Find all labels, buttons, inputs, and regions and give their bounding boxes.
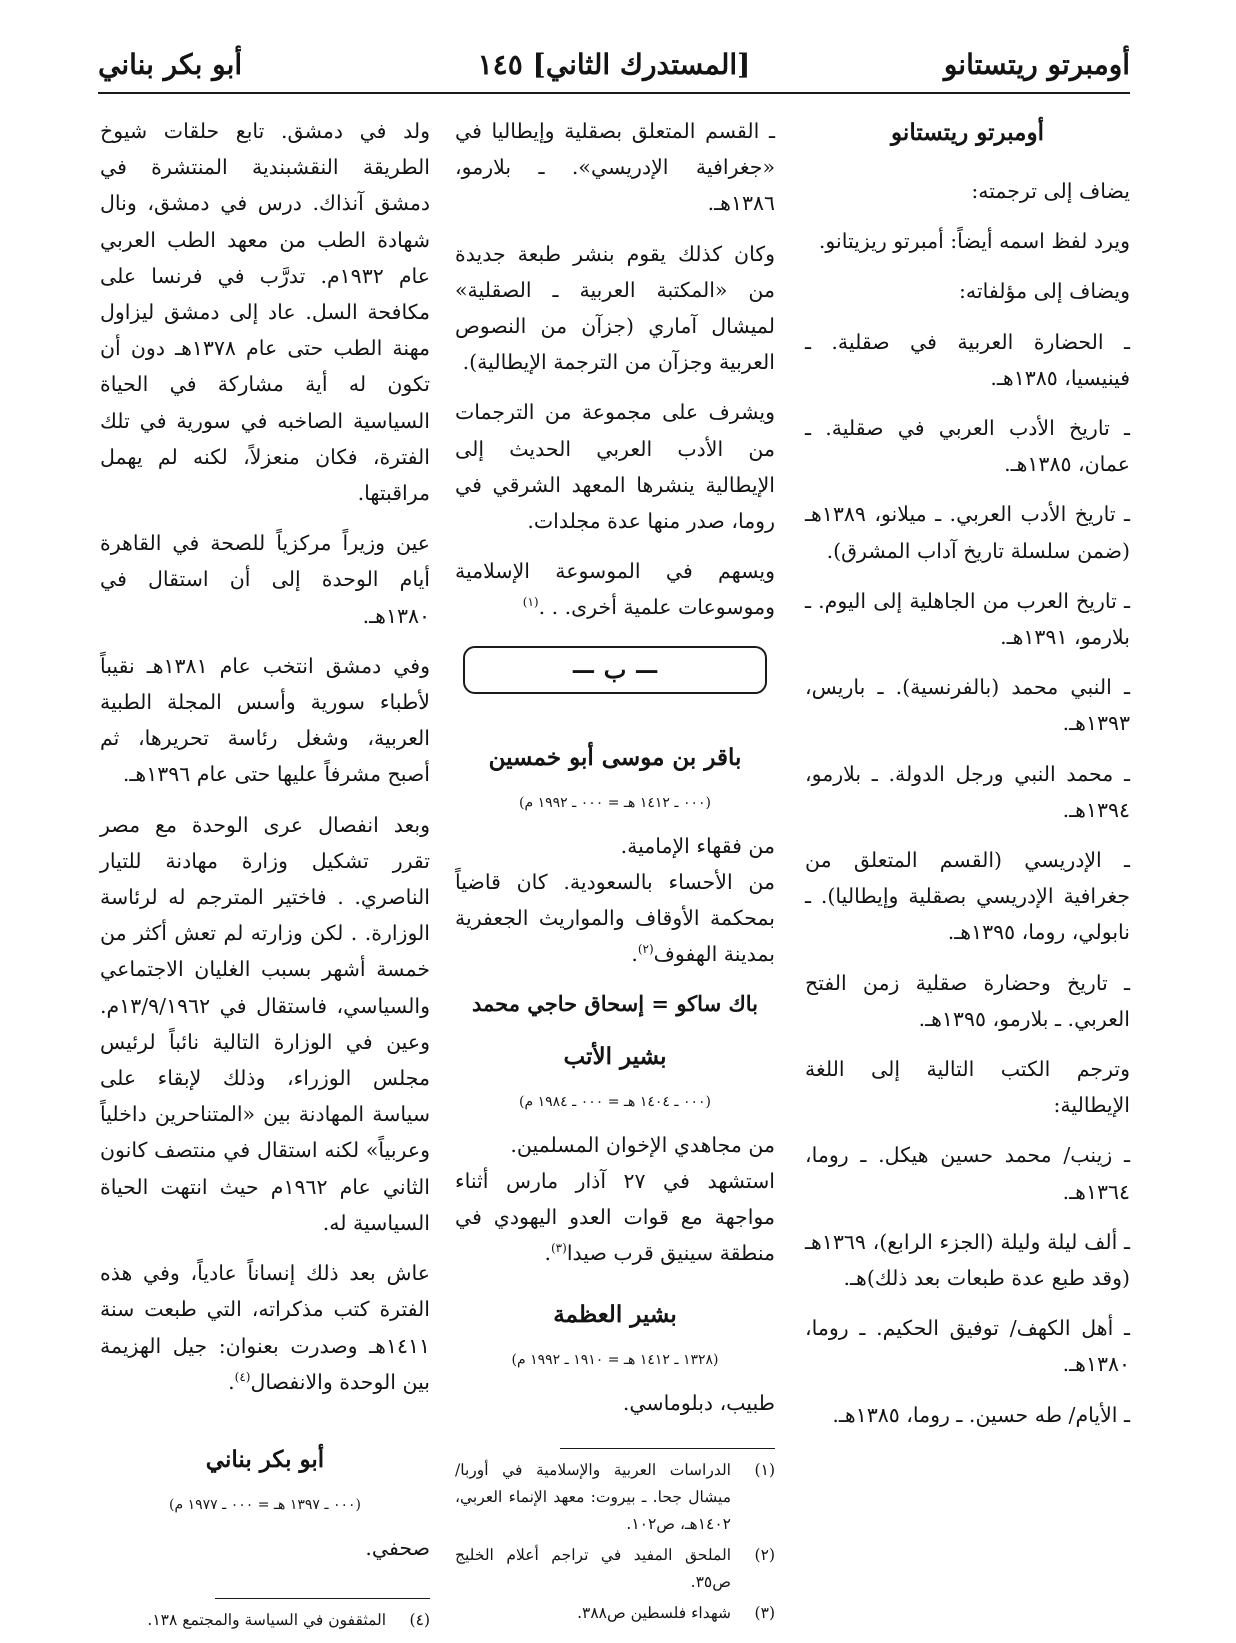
footnote: [455, 1542, 775, 1596]
footnote-number: (٢): [754, 1545, 775, 1564]
continued-text: [455, 553, 775, 625]
paragraph: ولد في دمشق. تابع حلقات شيوخ الطريقة النقشبندية المنتشرة في دمشق آنذاك. درس في دمشق، ونال شهادة الطب من معهد الطب العربي عام ١٩٣٢م. تدرَّب في فرنسا على مكافحة السل. عاد إلى دمشق ليزاول مهنة الطب حتى عام ١٣٧٨هـ دون أن تكون له أية مشاركة في الحياة السياسية الصاخبه في سورية في تلك الفترة، فكان منعزلاً، لكنه لم يهمل مراقبتها.: [100, 119, 431, 506]
continued-text: ـ القسم المتعلق بصقلية وإيطاليا في «جغرافية الإدريسي». ـ بلارمو، ١٣٨٦هـ.: [455, 119, 775, 216]
footnote-text: شهداء فلسطين ص٣٨٨.: [577, 1603, 731, 1622]
paragraph: عين وزيراً مركزياً للصحة في القاهرة أيام الوحدة إلى أن استقال في ١٣٨٠هـ.: [100, 531, 430, 628]
entry-title: أبو بكر بناني: [205, 1445, 325, 1473]
translations-intro: وترجم الكتب التالية إلى اللغة الإيطالية:: [805, 1057, 1130, 1118]
paragraph: وفي دمشق انتخب عام ١٣٨١هـ نقيباً لأطباء سورية وأسس المجلة الطبية العربية، وشغل رئاسة تحريرها، ثم أصبح مشرفاً عليها حتى عام ١٣٩٦هـ.: [100, 653, 431, 787]
header-rule: [98, 92, 1130, 94]
cross-reference: باك ساكو = إسحاق حاجي محمد: [471, 991, 759, 1017]
entry-dates: (١٣٢٨ ـ ١٤١٢ هـ = ١٩١٠ ـ ١٩٩٢ م): [511, 1352, 719, 1369]
entry-dates: (٠٠٠ ـ ١٣٩٧ هـ = ٠٠٠ ـ ١٩٧٧ م): [169, 1496, 361, 1513]
footnote-number: (١): [754, 1460, 775, 1479]
entry-text: [455, 864, 775, 973]
footnote-text: المثقفون في السياسة والمجتمع ١٣٨.: [147, 1611, 386, 1630]
paragraph: وبعد انفصال عرى الوحدة مع مصر تقرر تشكيل وزارة مهادنة للتيار الناصري. . فاختير المترجم له لرئاسة الوزارة. . لكن وزارته لم تعش أكثر من خمسة أشهر بسبب الغليان الاجتماعي والسياسي، فاستقال في ١٣/٩/١٩٦٢م. وعين في الوزارة التالية نائباً لرئيس مجلس الوزراء، وذلك لإبقاء على سياسة المهادنة بين «المتناحرين داخلياً وعربياً» لكنه استقال في منتصف كانون الثاني عام ١٩٦٢م حيث انتهت الحياة السياسية له.: [100, 812, 431, 1235]
translation-item: ـ زينب/ محمد حسين هيكل. ـ روما، ١٣٦٤هـ.: [805, 1143, 1130, 1204]
continued-text: وكان كذلك يقوم بنشر طبعة جديدة من «المكتبة العربية ـ الصقلية» لميشال آماري (جزآن من النصوص العربية وجزآن من الترجمة الإيطالية).: [455, 241, 775, 375]
header-page-number: [المستدرك الثاني] ١٤٥: [477, 48, 751, 81]
footnote-ref: (١): [522, 595, 539, 610]
footnote-text: الدراسات العربية والإسلامية في أوربا/ ميشال جحا. ـ بيروت: معهد الإنماء العربي، ١٤٠٢هـ، ص١٠٢.: [455, 1460, 731, 1533]
footnote-ref: (٣): [550, 1241, 567, 1256]
translation-item: ـ أهل الكهف/ توفيق الحكيم. ـ روما، ١٣٨٠هـ.: [805, 1316, 1130, 1377]
punct: .: [631, 942, 638, 967]
entry-text: [455, 1163, 775, 1272]
entry-title: باقر بن موسى أبو خمسين: [488, 743, 742, 771]
entry-text: من فقهاء الإمامية.: [620, 833, 775, 858]
column-middle: [455, 113, 775, 1631]
intro-text: ويضاف إلى مؤلفاته:: [959, 279, 1130, 304]
intro-text: ويرد لفظ اسمه أيضاً: أمبرتو ريزيتانو.: [818, 229, 1130, 254]
footnote: [455, 1457, 775, 1538]
footnote-ref: (٤): [234, 1369, 251, 1384]
translation-item: ـ ألف ليلة وليلة (الجزء الرابع)، ١٣٦٩هـ (وقد طبع عدة طبعات بعد ذلك)هـ.: [805, 1229, 1130, 1291]
work-item: ـ محمد النبي ورجل الدولة. ـ بلارمو، ١٣٩٤هـ.: [805, 761, 1130, 822]
entry-dates: (٠٠٠ ـ ١٤٠٤ هـ = ٠٠٠ ـ ١٩٨٤ م): [519, 1093, 711, 1110]
running-header: [98, 48, 1130, 94]
footnote-ref: (٢): [637, 942, 654, 957]
footnote: [100, 1607, 430, 1634]
section-letter-box: — ب —: [463, 646, 767, 694]
column-right: [805, 113, 1130, 1447]
entry-title: بشير العظمة: [553, 1301, 677, 1329]
entry-dates: (٠٠٠ ـ ١٤١٢ هـ = ٠٠٠ ـ ١٩٩٢ م): [519, 794, 711, 811]
continued-text: ويشرف على مجموعة من الترجمات من الأدب العربي الحديث إلى الإيطالية ينشرها المعهد الشرقي في روما، صدر منها عدة مجلدات.: [455, 400, 775, 534]
column-left: [100, 113, 430, 1638]
entry-text: صحفي.: [365, 1535, 430, 1560]
entry-title: بشير الأتب: [563, 1042, 667, 1070]
work-item: ـ الإدريسي (القسم المتعلق من جغرافية الإدريسي بصقلية وإيطاليا). ـ نابولي، روما، ١٣٩٥هـ.: [805, 848, 1130, 945]
paragraph-body: عاش بعد ذلك إنساناً عادياً، وفي هذه الفترة كتب مذكراته، التي طبعت سنة ١٤١١هـ وصدرت بعنوان: جيل الهزيمة بين الوحدة والانفصال: [100, 1261, 430, 1394]
paragraph: [100, 1255, 430, 1400]
work-item: ـ تاريخ العرب من الجاهلية إلى اليوم. ـ بلارمو، ١٣٩١هـ.: [805, 588, 1130, 650]
footnote-number: (٤): [409, 1611, 430, 1630]
work-item: ـ تاريخ وحضارة صقلية زمن الفتح العربي. ـ بلارمو، ١٣٩٥هـ.: [805, 970, 1130, 1031]
work-item: ـ تاريخ الأدب العربي. ـ ميلانو، ١٣٨٩هـ (ضمن سلسلة تاريخ آداب المشرق).: [805, 502, 1130, 563]
entry-text-body: من الأحساء بالسعودية. كان قاضياً بمحكمة الأوقاف والمواريث الجعفرية بمدينة الهفوف: [455, 869, 775, 967]
header-left-title: أبو بكر بناني: [98, 48, 243, 81]
continued-text-body: ويسهم في الموسوعة الإسلامية وموسوعات علمية أخرى. . .: [455, 559, 775, 620]
punct: .: [228, 1369, 235, 1394]
work-item: ـ الحضارة العربية في صقلية. ـ فينيسيا، ١٣٨٥هـ.: [805, 329, 1130, 390]
footnote-rule: [215, 1598, 430, 1599]
work-item: ـ النبي محمد (بالفرنسية). ـ باريس، ١٣٩٣هـ.: [805, 675, 1130, 736]
entry-text: طبيب، دبلوماسي.: [622, 1391, 775, 1416]
entry-text-body: استشهد في ٢٧ آذار مارس أثناء مواجهة مع قوات العدو اليهودي في منطقة سينيق قرب صيدا: [455, 1168, 775, 1266]
work-item: ـ تاريخ الأدب العربي في صقلية. ـ عمان، ١٣٨٥هـ.: [805, 416, 1130, 477]
header-right-title: أومبرتو ريتستانو: [943, 48, 1130, 81]
punct: .: [544, 1241, 551, 1266]
footnote-number: (٣): [754, 1603, 775, 1622]
footnote: [455, 1600, 775, 1627]
footnote-text: الملحق المفيد في تراجم أعلام الخليج ص٣٥.: [455, 1545, 731, 1591]
intro-text: يضاف إلى ترجمته:: [971, 179, 1130, 203]
entry-title: أومبرتو ريتستانو: [891, 119, 1044, 146]
footnote-rule: [560, 1448, 775, 1449]
translation-item: ـ الأيام/ طه حسين. ـ روما، ١٣٨٥هـ.: [832, 1402, 1130, 1427]
entry-text: من مجاهدي الإخوان المسلمين.: [510, 1132, 775, 1157]
